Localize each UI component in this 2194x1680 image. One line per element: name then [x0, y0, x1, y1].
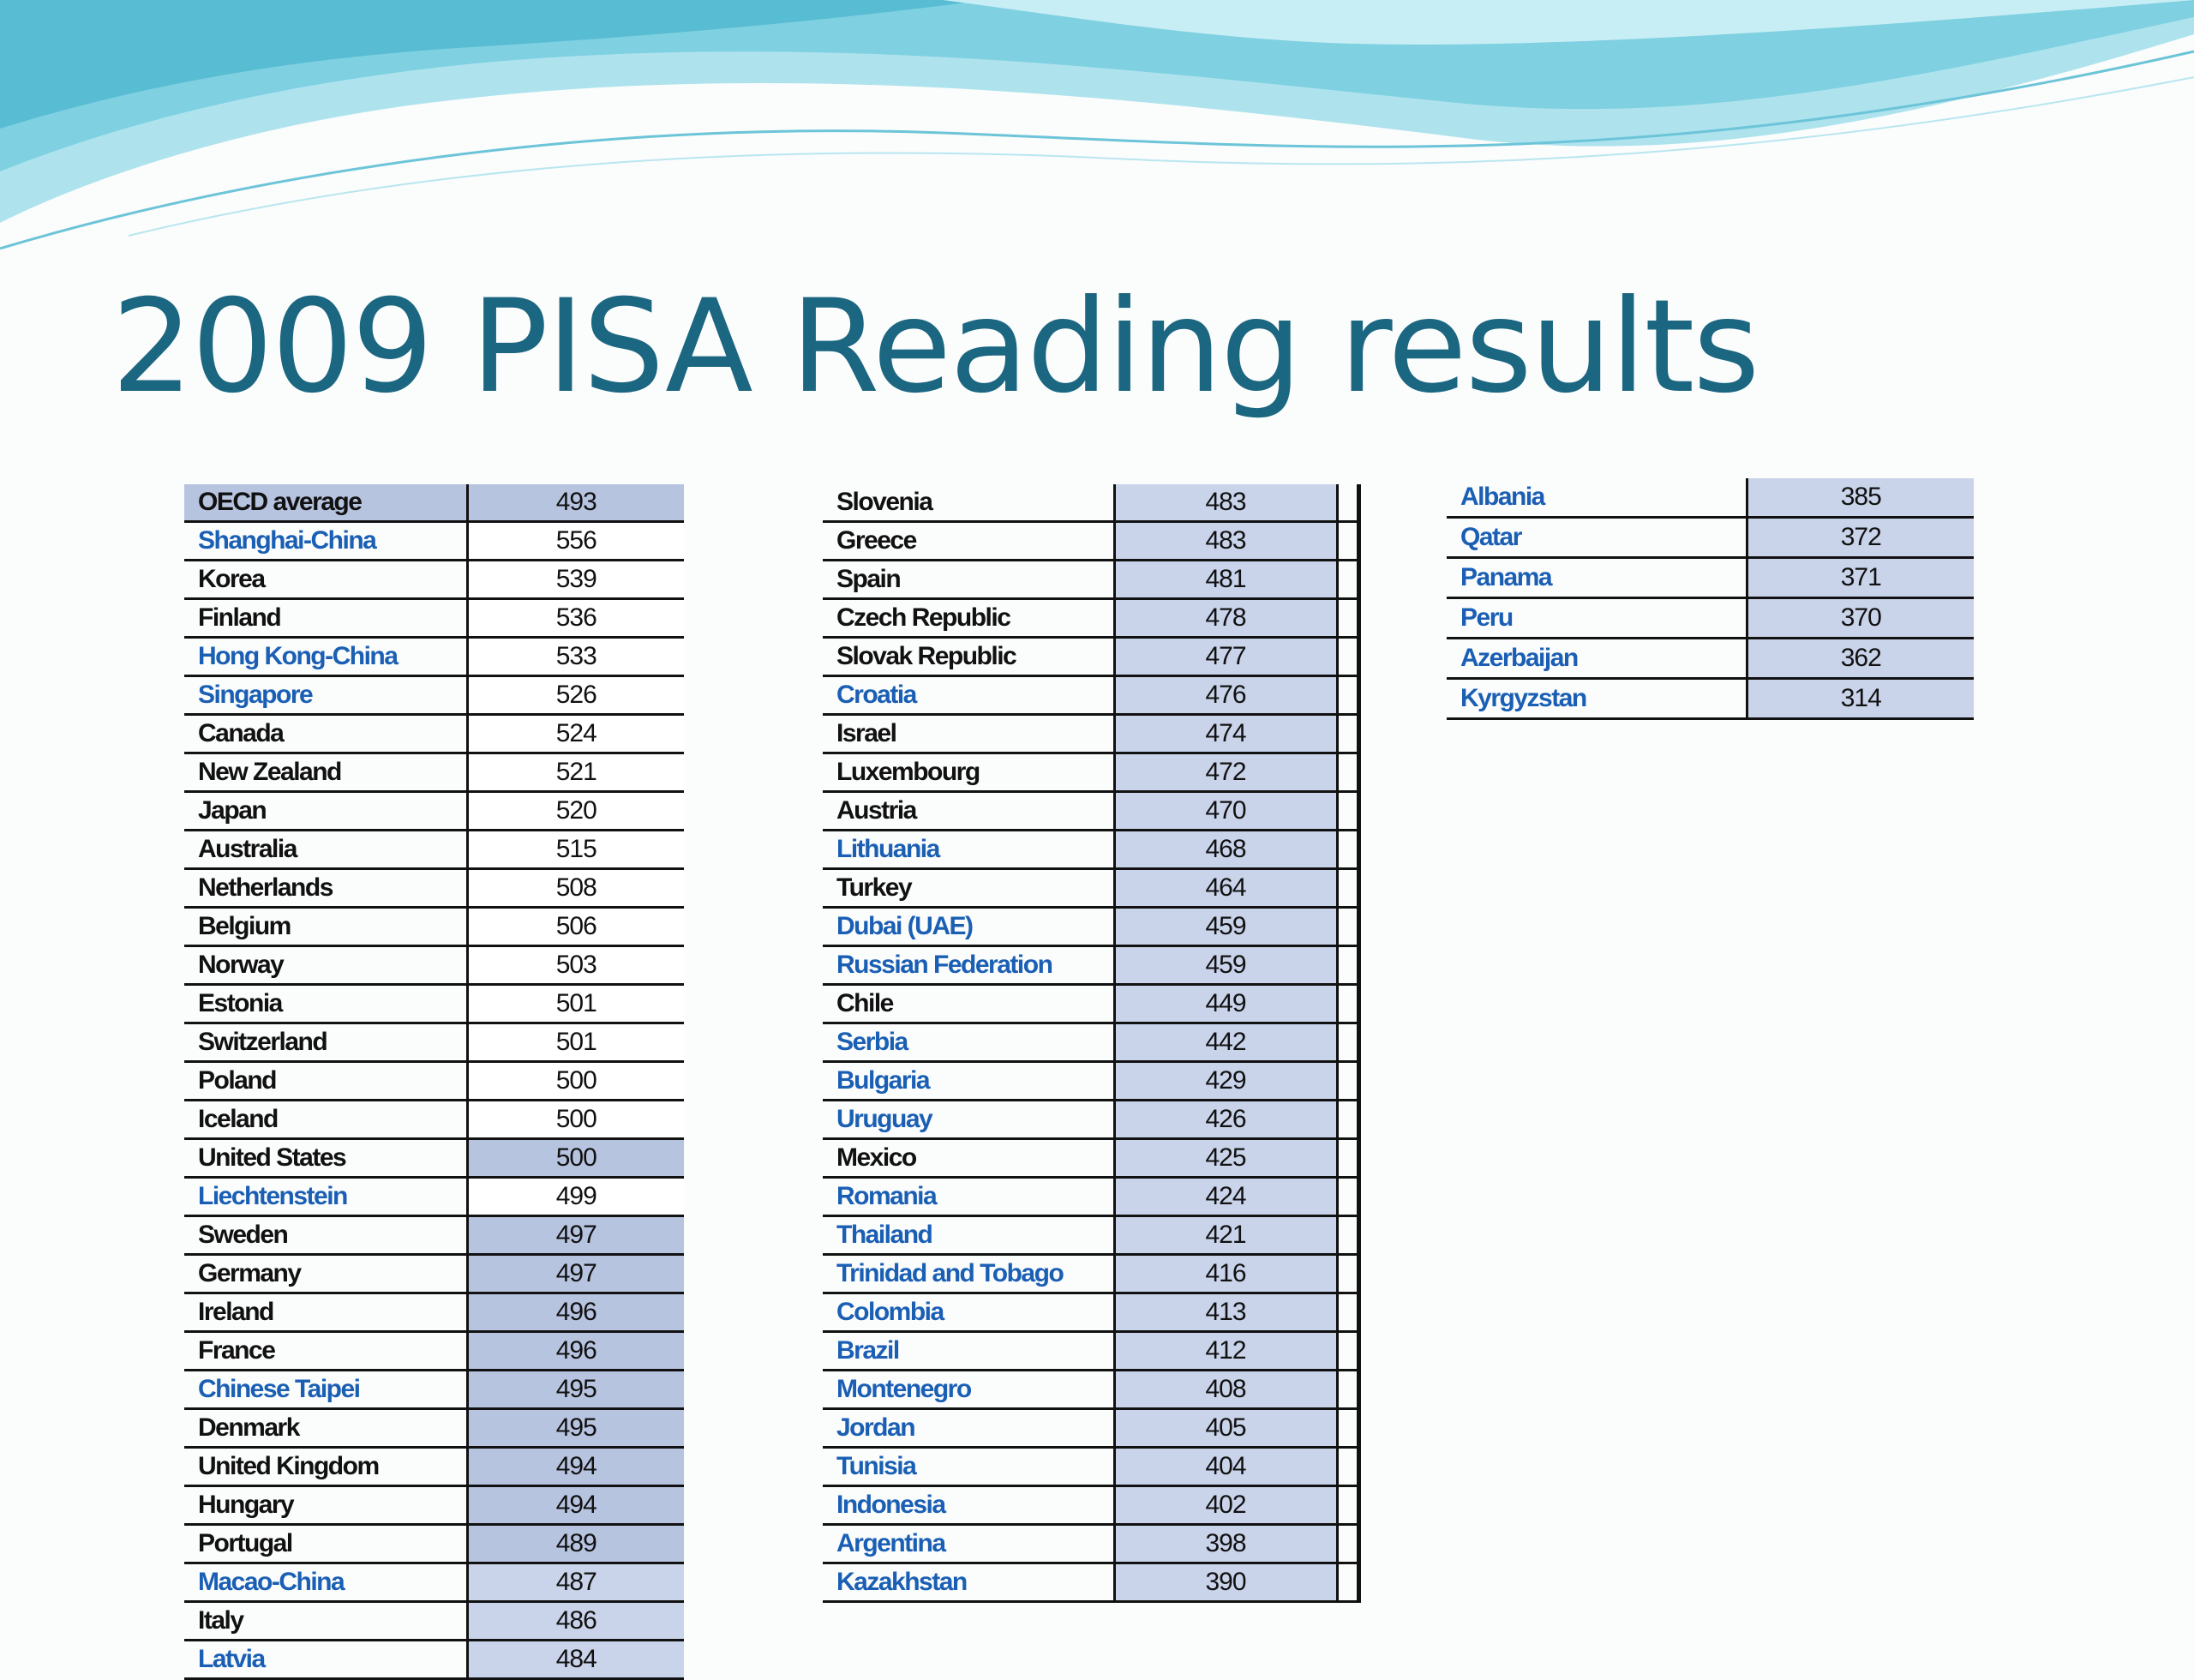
country-name: Portugal: [184, 1525, 467, 1563]
country-name: Iceland: [184, 1101, 467, 1139]
table-row: [823, 1062, 1358, 1101]
table-edge-cell: [1337, 1409, 1358, 1448]
country-name: Denmark: [184, 1409, 467, 1448]
reading-score: 424: [1114, 1178, 1337, 1216]
table-row: [823, 1486, 1358, 1525]
table-row: [184, 1178, 684, 1216]
table-row: [184, 638, 684, 676]
table-row: [184, 1486, 684, 1525]
country-name: Austria: [823, 792, 1114, 831]
table-row: [1447, 679, 1974, 719]
slide-title: 2009 PISA Reading results: [111, 273, 1759, 422]
country-name: Belgium: [184, 908, 467, 946]
table-row: [823, 1216, 1358, 1255]
country-name: Trinidad and Tobago: [823, 1255, 1114, 1293]
country-name: France: [184, 1332, 467, 1371]
table-row: [184, 561, 684, 599]
reading-score: 494: [467, 1486, 684, 1525]
reading-score: 425: [1114, 1139, 1337, 1178]
table-edge-cell: [1337, 1216, 1358, 1255]
table-row: [184, 1023, 684, 1062]
country-name: Estonia: [184, 985, 467, 1023]
reading-score: 483: [1114, 484, 1337, 522]
table-row: [823, 1409, 1358, 1448]
table-row: [184, 985, 684, 1023]
table-edge-cell: [1337, 985, 1358, 1023]
reading-score: 524: [467, 715, 684, 753]
country-name: Israel: [823, 715, 1114, 753]
reading-score: 489: [467, 1525, 684, 1563]
reading-score: 494: [467, 1448, 684, 1486]
country-name: Kazakhstan: [823, 1563, 1114, 1602]
results-table-3: [1447, 478, 1974, 720]
table-row: [184, 1641, 684, 1679]
reading-score: 503: [467, 946, 684, 985]
reading-score: 314: [1747, 679, 1974, 719]
country-name: Slovenia: [823, 484, 1114, 522]
table-row: [823, 792, 1358, 831]
country-name: New Zealand: [184, 753, 467, 792]
country-name: Japan: [184, 792, 467, 831]
table-edge-cell: [1337, 638, 1358, 676]
table-row: [823, 908, 1358, 946]
country-name: Tunisia: [823, 1448, 1114, 1486]
reading-score: 496: [467, 1332, 684, 1371]
country-name: Romania: [823, 1178, 1114, 1216]
reading-score: 472: [1114, 753, 1337, 792]
table-row: [184, 908, 684, 946]
table-edge-cell: [1337, 715, 1358, 753]
table-edge-cell: [1337, 1101, 1358, 1139]
table-row: [823, 484, 1358, 522]
reading-score: 484: [467, 1641, 684, 1679]
country-name: Macao-China: [184, 1563, 467, 1602]
reading-score: 501: [467, 985, 684, 1023]
country-name: Azerbaijan: [1447, 639, 1747, 679]
table-edge-cell: [1337, 484, 1358, 522]
reading-score: 481: [1114, 561, 1337, 599]
table-edge-cell: [1337, 1178, 1358, 1216]
country-name: Germany: [184, 1255, 467, 1293]
country-name: Sweden: [184, 1216, 467, 1255]
country-name: Finland: [184, 599, 467, 638]
reading-score: 412: [1114, 1332, 1337, 1371]
table-edge-cell: [1337, 1255, 1358, 1293]
country-name: Indonesia: [823, 1486, 1114, 1525]
reading-score: 429: [1114, 1062, 1337, 1101]
reading-score: 385: [1747, 478, 1974, 518]
reading-score: 470: [1114, 792, 1337, 831]
table-row: [184, 484, 684, 522]
country-name: Netherlands: [184, 869, 467, 908]
reading-score: 536: [467, 599, 684, 638]
table-row: [823, 831, 1358, 869]
country-name: Chinese Taipei: [184, 1371, 467, 1409]
table-edge-cell: [1337, 1062, 1358, 1101]
country-name: Korea: [184, 561, 467, 599]
table-row: [184, 1101, 684, 1139]
table-row: [184, 1255, 684, 1293]
table-row: [184, 1409, 684, 1448]
country-name: Hungary: [184, 1486, 467, 1525]
reading-score: 539: [467, 561, 684, 599]
country-name: Croatia: [823, 676, 1114, 715]
country-name: Chile: [823, 985, 1114, 1023]
table-row: [184, 1139, 684, 1178]
reading-score: 477: [1114, 638, 1337, 676]
table-row: [184, 1525, 684, 1563]
reading-score: 508: [467, 869, 684, 908]
table-row: [184, 1216, 684, 1255]
table-edge-cell: [1337, 522, 1358, 561]
country-name: Montenegro: [823, 1371, 1114, 1409]
reading-score: 497: [467, 1255, 684, 1293]
table-row: [1447, 598, 1974, 639]
table-edge-cell: [1337, 599, 1358, 638]
country-name: Serbia: [823, 1023, 1114, 1062]
table-row: [184, 1602, 684, 1641]
country-name: United States: [184, 1139, 467, 1178]
table-edge-cell: [1337, 1023, 1358, 1062]
country-name: OECD average: [184, 484, 467, 522]
reading-score: 478: [1114, 599, 1337, 638]
table-row: [823, 522, 1358, 561]
country-name: Turkey: [823, 869, 1114, 908]
country-name: Thailand: [823, 1216, 1114, 1255]
country-name: Hong Kong-China: [184, 638, 467, 676]
country-name: Luxembourg: [823, 753, 1114, 792]
table-row: [184, 869, 684, 908]
country-name: Singapore: [184, 676, 467, 715]
country-name: Qatar: [1447, 518, 1747, 558]
country-name: Shanghai-China: [184, 522, 467, 561]
country-name: Switzerland: [184, 1023, 467, 1062]
country-name: Panama: [1447, 558, 1747, 598]
table-row: [1447, 639, 1974, 679]
reading-score: 449: [1114, 985, 1337, 1023]
reading-score: 416: [1114, 1255, 1337, 1293]
table-edge-cell: [1337, 1486, 1358, 1525]
table-row: [184, 831, 684, 869]
country-name: Slovak Republic: [823, 638, 1114, 676]
reading-score: 515: [467, 831, 684, 869]
results-table-2: [823, 484, 1361, 1603]
reading-score: 405: [1114, 1409, 1337, 1448]
reading-score: 464: [1114, 869, 1337, 908]
reading-score: 468: [1114, 831, 1337, 869]
reading-score: 493: [467, 484, 684, 522]
table-edge-cell: [1337, 869, 1358, 908]
table-edge-cell: [1337, 1448, 1358, 1486]
country-name: Spain: [823, 561, 1114, 599]
table-row: [184, 1448, 684, 1486]
table-row: [823, 1101, 1358, 1139]
table-row: [184, 792, 684, 831]
table-edge-cell: [1337, 792, 1358, 831]
country-name: United Kingdom: [184, 1448, 467, 1486]
table-row: [823, 753, 1358, 792]
table-row: [823, 1525, 1358, 1563]
reading-score: 483: [1114, 522, 1337, 561]
reading-score: 402: [1114, 1486, 1337, 1525]
table-row: [823, 1178, 1358, 1216]
country-name: Bulgaria: [823, 1062, 1114, 1101]
reading-score: 459: [1114, 908, 1337, 946]
table-row: [823, 1448, 1358, 1486]
country-name: Albania: [1447, 478, 1747, 518]
country-name: Colombia: [823, 1293, 1114, 1332]
table-row: [1447, 478, 1974, 518]
table-row: [823, 676, 1358, 715]
country-name: Czech Republic: [823, 599, 1114, 638]
reading-score: 476: [1114, 676, 1337, 715]
table-row: [184, 1293, 684, 1332]
reading-score: 442: [1114, 1023, 1337, 1062]
country-name: Lithuania: [823, 831, 1114, 869]
table-edge-cell: [1337, 1332, 1358, 1371]
reading-score: 500: [467, 1101, 684, 1139]
table-row: [823, 1023, 1358, 1062]
reading-score: 497: [467, 1216, 684, 1255]
table-edge-cell: [1337, 831, 1358, 869]
reading-score: 413: [1114, 1293, 1337, 1332]
reading-score: 495: [467, 1371, 684, 1409]
table-edge-cell: [1337, 1139, 1358, 1178]
country-name: Norway: [184, 946, 467, 985]
reading-score: 499: [467, 1178, 684, 1216]
reading-score: 486: [467, 1602, 684, 1641]
country-name: Kyrgyzstan: [1447, 679, 1747, 719]
table-row: [184, 946, 684, 985]
country-name: Australia: [184, 831, 467, 869]
country-name: Argentina: [823, 1525, 1114, 1563]
table-edge-cell: [1337, 561, 1358, 599]
country-name: Uruguay: [823, 1101, 1114, 1139]
country-name: Latvia: [184, 1641, 467, 1679]
table-row: [184, 753, 684, 792]
table-row: [184, 1332, 684, 1371]
country-name: Russian Federation: [823, 946, 1114, 985]
table-row: [823, 1371, 1358, 1409]
table-row: [1447, 518, 1974, 558]
table-edge-cell: [1337, 946, 1358, 985]
table-row: [823, 638, 1358, 676]
reading-score: 398: [1114, 1525, 1337, 1563]
table-row: [823, 1255, 1358, 1293]
table-row: [184, 599, 684, 638]
reading-score: 520: [467, 792, 684, 831]
table-row: [184, 1563, 684, 1602]
country-name: Jordan: [823, 1409, 1114, 1448]
table-row: [823, 1293, 1358, 1332]
reading-score: 500: [467, 1139, 684, 1178]
country-name: Brazil: [823, 1332, 1114, 1371]
reading-score: 501: [467, 1023, 684, 1062]
reading-score: 487: [467, 1563, 684, 1602]
table-row: [823, 869, 1358, 908]
reading-score: 556: [467, 522, 684, 561]
reading-score: 421: [1114, 1216, 1337, 1255]
reading-score: 372: [1747, 518, 1974, 558]
reading-score: 426: [1114, 1101, 1337, 1139]
country-name: Mexico: [823, 1139, 1114, 1178]
reading-score: 506: [467, 908, 684, 946]
table-edge-cell: [1337, 1293, 1358, 1332]
table-edge-cell: [1337, 1563, 1358, 1602]
country-name: Greece: [823, 522, 1114, 561]
table-row: [823, 946, 1358, 985]
table-row: [823, 561, 1358, 599]
table-row: [823, 715, 1358, 753]
reading-score: 371: [1747, 558, 1974, 598]
reading-score: 521: [467, 753, 684, 792]
table-row: [184, 715, 684, 753]
table-edge-cell: [1337, 1371, 1358, 1409]
reading-score: 370: [1747, 598, 1974, 639]
country-name: Canada: [184, 715, 467, 753]
reading-score: 495: [467, 1409, 684, 1448]
table-row: [184, 1371, 684, 1409]
reading-score: 408: [1114, 1371, 1337, 1409]
table-row: [823, 599, 1358, 638]
country-name: Peru: [1447, 598, 1747, 639]
table-edge-cell: [1337, 908, 1358, 946]
table-row: [1447, 558, 1974, 598]
table-row: [184, 522, 684, 561]
country-name: Liechtenstein: [184, 1178, 467, 1216]
reading-score: 496: [467, 1293, 684, 1332]
reading-score: 533: [467, 638, 684, 676]
reading-score: 526: [467, 676, 684, 715]
table-row: [823, 1139, 1358, 1178]
reading-score: 404: [1114, 1448, 1337, 1486]
decorative-wave-header: [0, 0, 2194, 257]
table-row: [823, 1332, 1358, 1371]
country-name: Dubai (UAE): [823, 908, 1114, 946]
reading-score: 362: [1747, 639, 1974, 679]
country-name: Poland: [184, 1062, 467, 1101]
table-row: [184, 1062, 684, 1101]
reading-score: 474: [1114, 715, 1337, 753]
table-row: [823, 985, 1358, 1023]
country-name: Ireland: [184, 1293, 467, 1332]
table-row: [184, 676, 684, 715]
results-table-1: [184, 484, 684, 1680]
table-edge-cell: [1337, 1525, 1358, 1563]
table-row: [823, 1563, 1358, 1602]
reading-score: 390: [1114, 1563, 1337, 1602]
reading-score: 459: [1114, 946, 1337, 985]
table-edge-cell: [1337, 676, 1358, 715]
reading-score: 500: [467, 1062, 684, 1101]
country-name: Italy: [184, 1602, 467, 1641]
table-edge-cell: [1337, 753, 1358, 792]
